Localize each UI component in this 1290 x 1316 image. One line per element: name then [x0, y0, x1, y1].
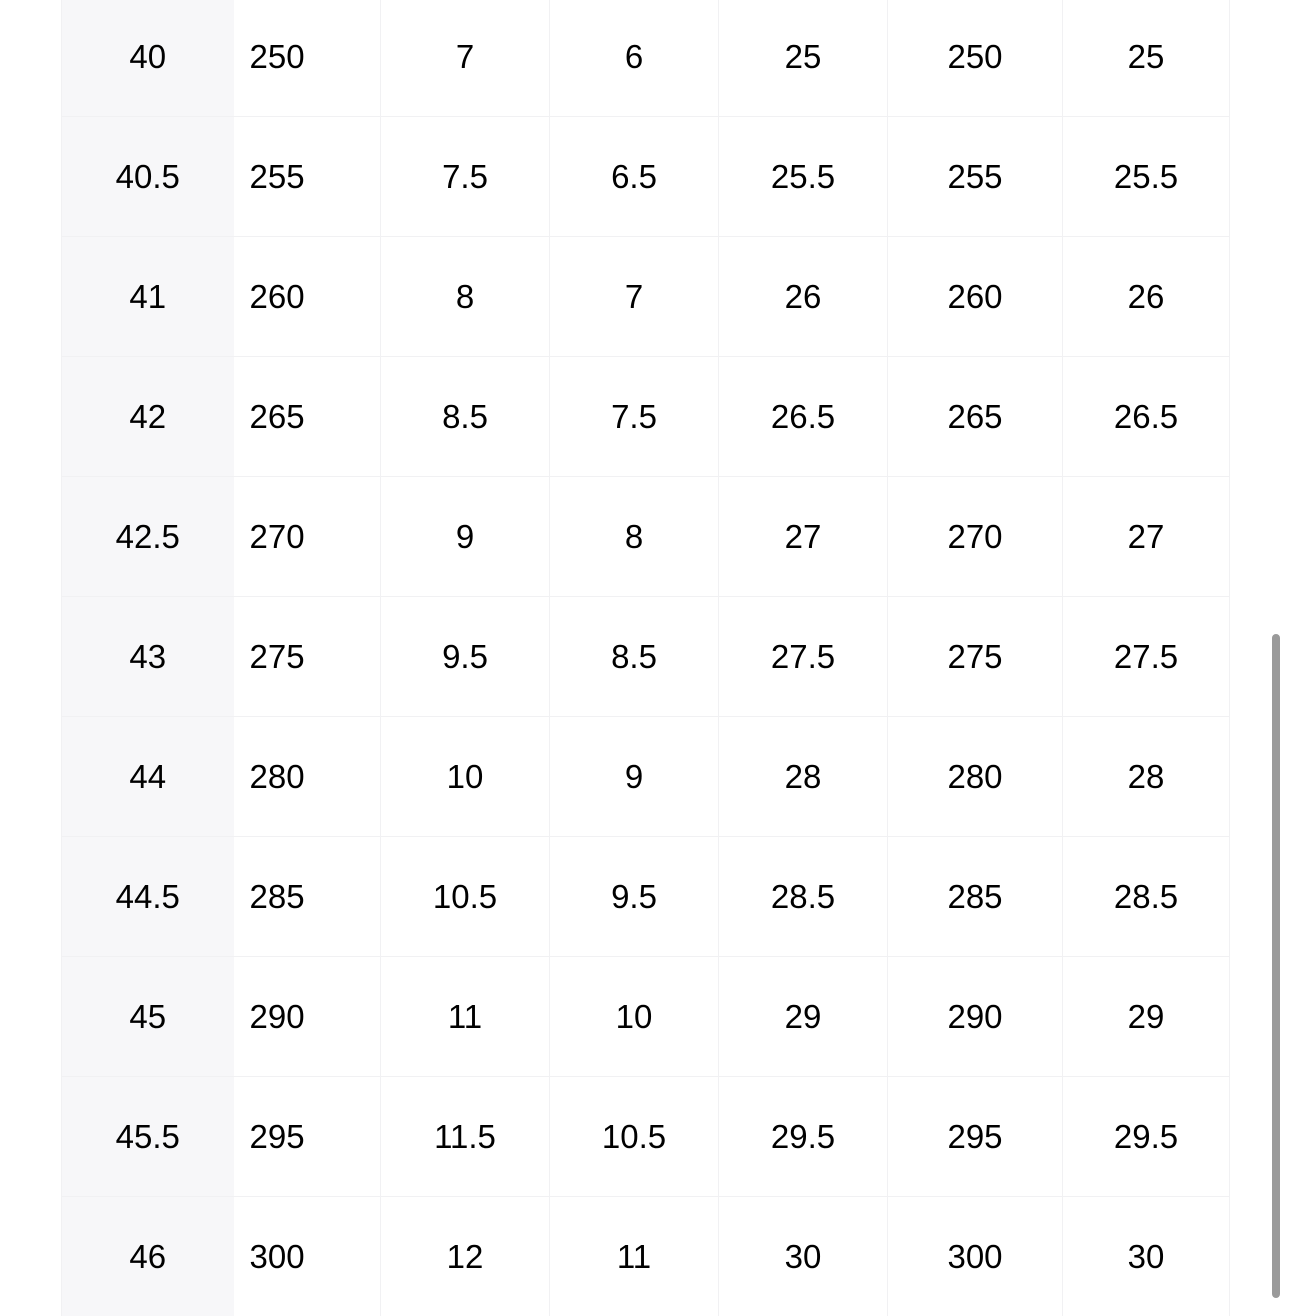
- size-cell: 290: [234, 957, 381, 1077]
- size-chart-body: [62, 0, 1230, 1316]
- size-cell: 9.5: [381, 597, 550, 717]
- size-cell: 280: [234, 717, 381, 837]
- size-cell: 10: [381, 717, 550, 837]
- size-cell: 27: [1063, 477, 1230, 597]
- size-cell: 11.5: [381, 1077, 550, 1197]
- size-cell: 25.5: [719, 117, 888, 237]
- size-cell: 250: [888, 0, 1063, 117]
- size-cell: 10.5: [550, 1077, 719, 1197]
- size-cell: 28.5: [1063, 837, 1230, 957]
- size-cell: 250: [234, 0, 381, 117]
- table-row: [62, 597, 1230, 717]
- size-cell: 295: [234, 1077, 381, 1197]
- size-cell-primary: 46: [62, 1197, 234, 1316]
- size-cell-primary: 41: [62, 237, 234, 357]
- size-cell: 28: [1063, 717, 1230, 837]
- size-cell: 7: [550, 237, 719, 357]
- size-cell: 26.5: [719, 357, 888, 477]
- size-cell: 27.5: [1063, 597, 1230, 717]
- size-cell: 10.5: [381, 837, 550, 957]
- size-cell: 28.5: [719, 837, 888, 957]
- size-cell: 26: [719, 237, 888, 357]
- size-cell: 275: [234, 597, 381, 717]
- size-cell: 270: [888, 477, 1063, 597]
- table-row: [62, 357, 1230, 477]
- size-cell: 300: [234, 1197, 381, 1316]
- size-cell-primary: 44.5: [62, 837, 234, 957]
- size-cell: 11: [381, 957, 550, 1077]
- size-cell: 29.5: [719, 1077, 888, 1197]
- size-cell: 26: [1063, 237, 1230, 357]
- size-cell: 265: [234, 357, 381, 477]
- table-row: [62, 837, 1230, 957]
- table-row: [62, 0, 1230, 117]
- size-cell: 275: [888, 597, 1063, 717]
- size-cell: 25: [719, 0, 888, 117]
- size-cell: 25.5: [1063, 117, 1230, 237]
- size-cell: 7.5: [550, 357, 719, 477]
- size-cell: 27.5: [719, 597, 888, 717]
- size-cell-primary: 45.5: [62, 1077, 234, 1197]
- size-cell: 26.5: [1063, 357, 1230, 477]
- size-cell: 9: [381, 477, 550, 597]
- size-cell: 290: [888, 957, 1063, 1077]
- size-chart-table: [61, 0, 1230, 1316]
- size-cell: 8.5: [381, 357, 550, 477]
- size-cell: 27: [719, 477, 888, 597]
- size-cell: 29: [719, 957, 888, 1077]
- size-cell-primary: 40: [62, 0, 234, 117]
- table-row: [62, 1077, 1230, 1197]
- table-row: [62, 717, 1230, 837]
- size-cell-primary: 40.5: [62, 117, 234, 237]
- size-cell-primary: 42.5: [62, 477, 234, 597]
- size-cell: 30: [1063, 1197, 1230, 1316]
- size-cell: 260: [234, 237, 381, 357]
- table-row: [62, 477, 1230, 597]
- size-cell: 6: [550, 0, 719, 117]
- size-cell: 11: [550, 1197, 719, 1316]
- size-cell: 7.5: [381, 117, 550, 237]
- table-row: [62, 957, 1230, 1077]
- size-cell: 7: [381, 0, 550, 117]
- size-cell: 9: [550, 717, 719, 837]
- size-cell: 9.5: [550, 837, 719, 957]
- size-cell: 8.5: [550, 597, 719, 717]
- size-cell: 12: [381, 1197, 550, 1316]
- size-cell-primary: 44: [62, 717, 234, 837]
- table-row: [62, 117, 1230, 237]
- table-row: [62, 1197, 1230, 1316]
- size-cell: 6.5: [550, 117, 719, 237]
- size-cell-primary: 43: [62, 597, 234, 717]
- size-cell: 28: [719, 717, 888, 837]
- size-cell: 300: [888, 1197, 1063, 1316]
- size-cell: 280: [888, 717, 1063, 837]
- size-cell: 265: [888, 357, 1063, 477]
- size-cell: 30: [719, 1197, 888, 1316]
- size-cell: 285: [234, 837, 381, 957]
- size-cell: 285: [888, 837, 1063, 957]
- size-cell: 8: [381, 237, 550, 357]
- size-cell: 10: [550, 957, 719, 1077]
- table-row: [62, 237, 1230, 357]
- size-cell: 295: [888, 1077, 1063, 1197]
- size-cell: 25: [1063, 0, 1230, 117]
- size-cell-primary: 45: [62, 957, 234, 1077]
- size-cell: 260: [888, 237, 1063, 357]
- size-cell-primary: 42: [62, 357, 234, 477]
- size-cell: 270: [234, 477, 381, 597]
- size-cell: 255: [234, 117, 381, 237]
- size-cell: 255: [888, 117, 1063, 237]
- vertical-scrollbar-thumb[interactable]: [1272, 634, 1280, 1298]
- size-cell: 29.5: [1063, 1077, 1230, 1197]
- size-cell: 29: [1063, 957, 1230, 1077]
- size-cell: 8: [550, 477, 719, 597]
